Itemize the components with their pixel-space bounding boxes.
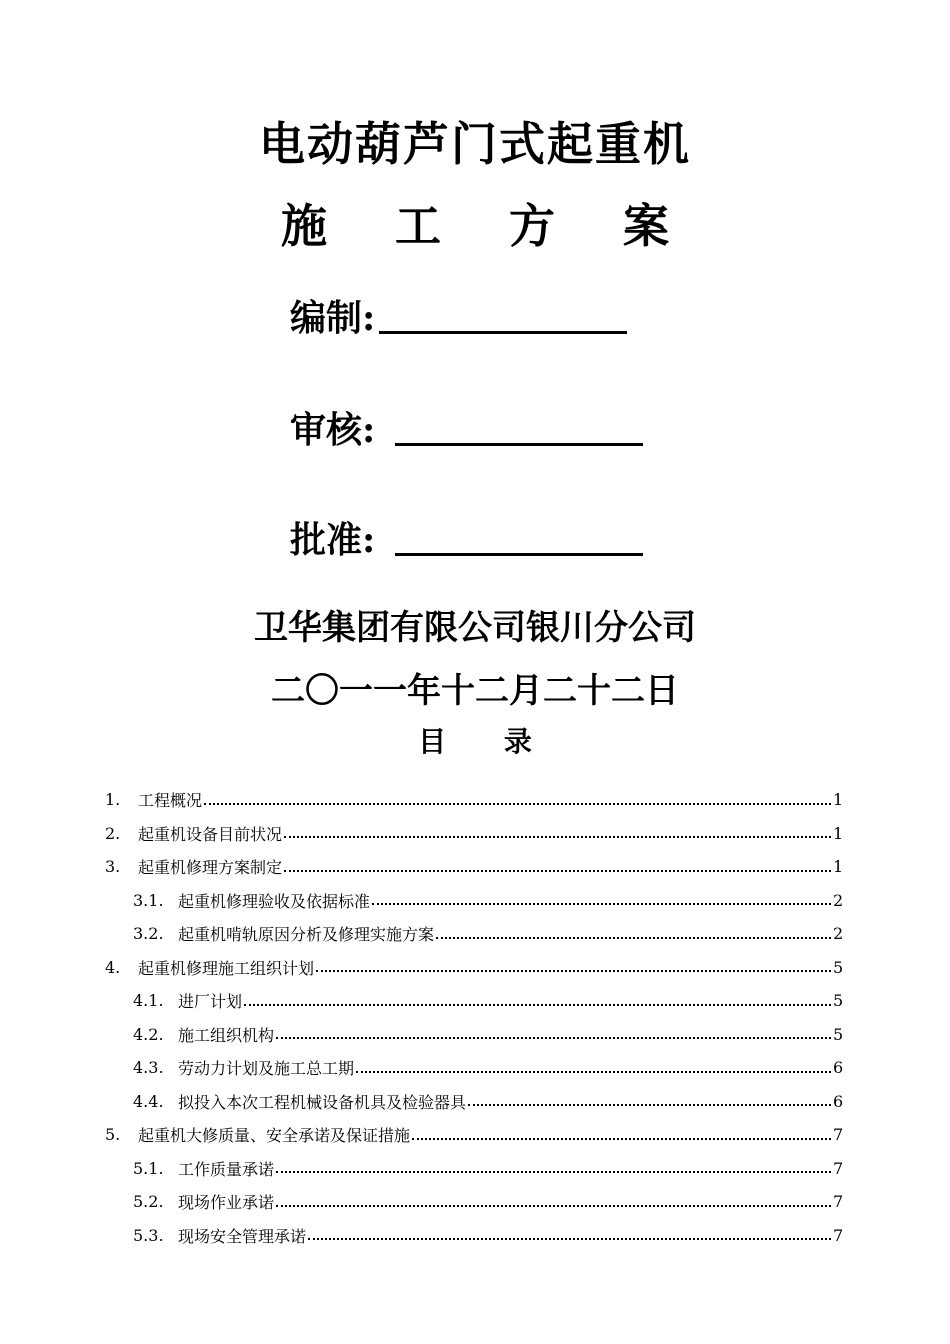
- toc-leader-dots: [372, 903, 831, 905]
- table-of-contents: [105, 783, 844, 1252]
- toc-entry-title: 起重机大修质量、安全承诺及保证措施: [138, 1126, 411, 1146]
- toc-entry-4-3[interactable]: [105, 1051, 844, 1085]
- toc-entry-title: 拟投入本次工程机械设备机具及检验器具: [178, 1092, 467, 1112]
- document-date: 二〇一一年十二月二十二日: [271, 671, 679, 711]
- signoff-compiled-label: 编制:: [290, 297, 376, 339]
- toc-entry-page: 1: [833, 857, 844, 877]
- toc-entry-number: 4.2.: [133, 1024, 164, 1044]
- toc-entry-number: 2.: [105, 823, 121, 843]
- toc-leader-dots: [244, 1004, 831, 1006]
- toc-entry-title: 劳动力计划及施工总工期: [178, 1059, 355, 1079]
- toc-entry-4-2[interactable]: [105, 1018, 844, 1052]
- toc-leader-dots: [284, 836, 831, 838]
- signoff-approved-label: 批准:: [290, 519, 376, 561]
- toc-entry-page: 6: [833, 1091, 844, 1111]
- toc-leader-dots: [468, 1104, 831, 1106]
- toc-entry-title: 进厂计划: [178, 992, 243, 1012]
- toc-leader-dots: [276, 1171, 831, 1173]
- toc-leader-dots: [276, 1205, 831, 1207]
- toc-entry-3[interactable]: [105, 850, 844, 884]
- toc-entry-3-1[interactable]: [105, 884, 844, 918]
- toc-entry-page: 1: [833, 790, 844, 810]
- toc-entry-number: 5.1.: [133, 1158, 164, 1178]
- signoff-approved-blank: [395, 553, 643, 556]
- toc-leader-dots: [316, 970, 831, 972]
- toc-heading: 目 录: [418, 725, 556, 758]
- toc-entry-number: 5.: [105, 1125, 121, 1145]
- toc-entry-page: 7: [833, 1158, 844, 1178]
- toc-entry-4[interactable]: [105, 951, 844, 985]
- toc-entry-5-3[interactable]: [105, 1219, 844, 1253]
- toc-entry-page: 7: [833, 1192, 844, 1212]
- toc-entry-page: 7: [833, 1125, 844, 1145]
- toc-entry-1[interactable]: [105, 783, 844, 817]
- toc-entry-page: 2: [833, 890, 844, 910]
- document-title: 电动葫芦门式起重机: [259, 117, 691, 171]
- toc-entry-5[interactable]: [105, 1118, 844, 1152]
- toc-leader-dots: [284, 870, 831, 872]
- toc-entry-page: 6: [833, 1058, 844, 1078]
- toc-entry-number: 3.: [105, 857, 121, 877]
- toc-entry-number: 5.2.: [133, 1192, 164, 1212]
- toc-entry-page: 2: [833, 924, 844, 944]
- toc-leader-dots: [308, 1238, 831, 1240]
- toc-entry-title: 起重机修理施工组织计划: [138, 958, 315, 978]
- toc-entry-number: 3.1.: [133, 890, 164, 910]
- toc-entry-4-1[interactable]: [105, 984, 844, 1018]
- company-name: 卫华集团有限公司银川分公司: [254, 608, 696, 648]
- signoff-compiled-blank: [379, 331, 627, 334]
- toc-entry-title: 现场作业承诺: [178, 1193, 275, 1213]
- toc-leader-dots: [356, 1071, 831, 1073]
- toc-entry-title: 现场安全管理承诺: [178, 1226, 307, 1246]
- toc-entry-number: 4.: [105, 957, 121, 977]
- signoff-reviewed-row: [290, 392, 643, 451]
- document-subtitle: 施 工 方 案: [280, 199, 696, 253]
- toc-entry-2[interactable]: [105, 817, 844, 851]
- toc-entry-page: 5: [833, 957, 844, 977]
- toc-leader-dots: [204, 803, 831, 805]
- toc-entry-number: 5.3.: [133, 1225, 164, 1245]
- toc-entry-number: 3.2.: [133, 924, 164, 944]
- toc-entry-number: 4.3.: [133, 1058, 164, 1078]
- toc-entry-page: 5: [833, 1024, 844, 1044]
- toc-entry-title: 起重机修理方案制定: [138, 858, 283, 878]
- signoff-reviewed-blank: [395, 443, 643, 446]
- toc-entry-title: 起重机修理验收及依据标准: [178, 891, 371, 911]
- signoff-compiled-row: [290, 280, 627, 339]
- toc-entry-number: 4.4.: [133, 1091, 164, 1111]
- toc-entry-title: 工程概况: [138, 791, 203, 811]
- toc-entry-title: 起重机啃轨原因分析及修理实施方案: [178, 925, 435, 945]
- toc-leader-dots: [436, 937, 831, 939]
- toc-entry-page: 1: [833, 823, 844, 843]
- toc-entry-page: 5: [833, 991, 844, 1011]
- toc-entry-title: 起重机设备目前状况: [138, 824, 283, 844]
- toc-entry-3-2[interactable]: [105, 917, 844, 951]
- toc-leader-dots: [276, 1037, 831, 1039]
- signoff-approved-row: [290, 502, 643, 561]
- toc-entry-page: 7: [833, 1225, 844, 1245]
- toc-entry-title: 施工组织机构: [178, 1025, 275, 1045]
- toc-entry-5-1[interactable]: [105, 1152, 844, 1186]
- toc-entry-title: 工作质量承诺: [178, 1159, 275, 1179]
- toc-leader-dots: [412, 1138, 831, 1140]
- toc-entry-number: 1.: [105, 790, 121, 810]
- toc-entry-number: 4.1.: [133, 991, 164, 1011]
- toc-entry-4-4[interactable]: [105, 1085, 844, 1119]
- toc-entry-5-2[interactable]: [105, 1185, 844, 1219]
- signoff-reviewed-label: 审核:: [290, 409, 376, 451]
